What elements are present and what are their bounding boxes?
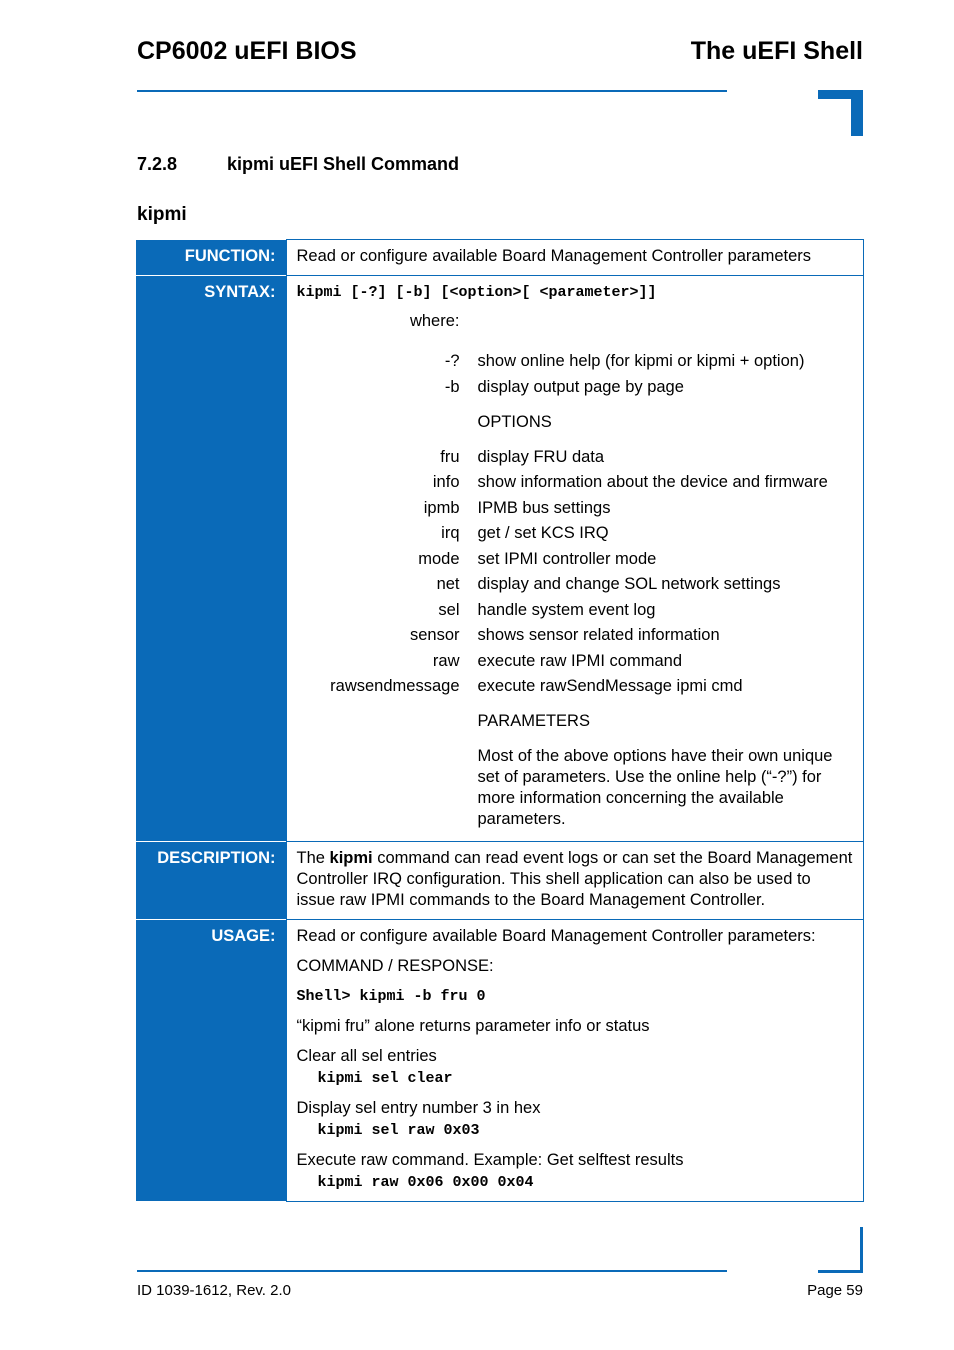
option-key: mode: [418, 549, 460, 568]
list-item: [297, 598, 854, 624]
syntax-command: kipmi [-?] [-b] [<option>[ <parameter>]]: [296, 284, 657, 301]
option-desc: IPMB bus settings: [477, 498, 611, 517]
option-key: info: [432, 473, 460, 491]
section-title: kipmi uEFI Shell Command: [227, 154, 460, 174]
option-key: net: [436, 575, 460, 593]
command-reference-table: [136, 239, 864, 1202]
description-label: DESCRIPTION:: [136, 841, 286, 919]
list-item: [297, 623, 854, 649]
usage-shell-command: Shell> kipmi -b fru 0: [296, 987, 486, 1005]
function-label: FUNCTION:: [136, 240, 286, 276]
usage-row: [136, 919, 864, 1201]
option-key: sensor: [409, 626, 460, 644]
footer-rule: [137, 1270, 727, 1272]
option-key: raw: [432, 651, 460, 670]
usage-example-2: [297, 1098, 854, 1141]
header-right-title: The uEFI Shell: [690, 37, 863, 65]
parameters-heading: PARAMETERS: [477, 712, 590, 730]
list-item: [297, 547, 854, 573]
function-text: Read or configure available Board Management Controller parameters: [286, 240, 864, 276]
description-row: [136, 841, 864, 919]
list-item: [297, 496, 854, 522]
flag-key: -b: [444, 377, 460, 396]
list-item: [297, 521, 854, 547]
list-item: [297, 445, 854, 471]
description-command-name: kipmi: [329, 848, 373, 867]
usage-command-response: COMMAND / RESPONSE:: [296, 956, 494, 975]
example-command: kipmi sel raw 0x03: [317, 1121, 480, 1139]
usage-label: USAGE:: [136, 919, 286, 1201]
footer-doc-id: ID 1039-1612, Rev. 2.0: [137, 1282, 291, 1299]
option-desc: get / set KCS IRQ: [477, 524, 609, 542]
options-heading-row: [297, 410, 854, 436]
option-key: ipmb: [423, 498, 460, 517]
option-desc: show information about the device and firmware: [477, 473, 828, 491]
option-desc: handle system event log: [477, 600, 656, 619]
option-desc: shows sensor related information: [477, 626, 720, 644]
example-command: kipmi raw 0x06 0x00 0x04: [317, 1173, 534, 1191]
example-command: kipmi sel clear: [317, 1069, 453, 1087]
list-item: [297, 470, 854, 496]
flag-desc: show online help (for kipmi or kipmi + option): [477, 352, 805, 370]
usage-fru-note: “kipmi fru” alone returns parameter info or status: [296, 1016, 650, 1035]
section-number: 7.2.8: [137, 154, 178, 174]
where-row: [297, 309, 854, 335]
example-text: Execute raw command. Example: Get selftest results: [296, 1150, 684, 1169]
parameters-text: Most of the above options have their own unique set of parameters. Use the online help (“-?”) for more information concerning the available parameters.: [477, 747, 833, 828]
description-pre: The: [296, 848, 330, 867]
example-text: Display sel entry number 3 in hex: [296, 1098, 541, 1117]
options-table: [297, 309, 854, 833]
option-desc: display and change SOL network settings: [477, 575, 781, 593]
option-desc: execute rawSendMessage ipmi cmd: [477, 677, 743, 695]
footer-corner-mark: [818, 1227, 863, 1273]
list-item: [297, 572, 854, 598]
parameters-heading-row: [297, 709, 854, 735]
description-text: [286, 841, 864, 919]
header-corner-mark: [818, 90, 863, 136]
syntax-cell: [286, 276, 864, 842]
syntax-label: SYNTAX:: [136, 276, 286, 842]
example-text: Clear all sel entries: [296, 1046, 437, 1065]
option-desc: set IPMI controller mode: [477, 549, 657, 568]
options-heading: OPTIONS: [477, 412, 552, 431]
command-subtitle: kipmi: [137, 204, 187, 225]
option-key: sel: [438, 600, 460, 619]
description-post: command can read event logs or can set the Board Management Controller IRQ configuration. This shell application can also be used to issue raw IPMI commands to the Board Management Controller.: [296, 848, 853, 909]
option-key: fru: [440, 447, 460, 466]
usage-example-1: [297, 1046, 854, 1089]
header-rule: [137, 90, 727, 92]
option-key: irq: [441, 524, 460, 542]
where-label: where:: [409, 312, 460, 330]
usage-example-3: [297, 1150, 854, 1193]
option-key: rawsendmessage: [330, 677, 460, 695]
footer-page-number: Page 59: [807, 1282, 863, 1299]
list-item: [297, 649, 854, 675]
header-left-title: CP6002 uEFI BIOS: [137, 37, 357, 65]
list-item: [297, 349, 854, 375]
usage-intro: Read or configure available Board Management Controller parameters:: [296, 926, 816, 945]
option-desc: display FRU data: [477, 447, 605, 466]
parameters-text-row: [297, 744, 854, 833]
syntax-row: [136, 276, 864, 842]
list-item: [297, 375, 854, 401]
flag-desc: display output page by page: [477, 377, 684, 396]
flag-key: -?: [444, 352, 460, 370]
usage-cell: [286, 919, 864, 1201]
function-row: [136, 240, 864, 276]
list-item: [297, 674, 854, 700]
option-desc: execute raw IPMI command: [477, 651, 682, 670]
